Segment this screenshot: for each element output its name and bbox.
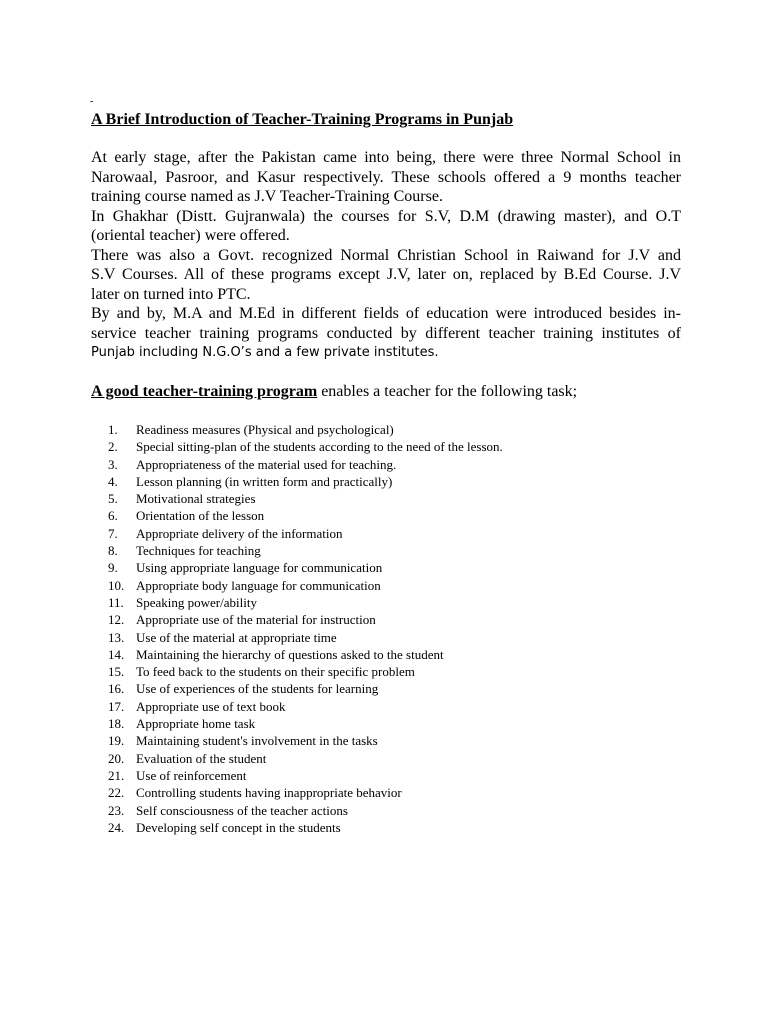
item-text: Appropriate use of the material for instruction xyxy=(136,612,376,628)
list-item xyxy=(108,542,503,559)
intro-line: service teacher training programs conducted by different teacher training institutes of xyxy=(91,324,681,342)
list-item xyxy=(108,802,503,819)
document-title: A Brief Introduction of Teacher-Training Programs in Punjab xyxy=(91,111,514,128)
item-number: 4. xyxy=(108,473,118,489)
item-text: Using appropriate language for communication xyxy=(136,560,383,576)
item-number: 12. xyxy=(108,612,125,628)
item-number: 21. xyxy=(108,767,125,783)
item-number: 1. xyxy=(108,422,118,437)
list-item xyxy=(108,473,503,490)
item-number: 10. xyxy=(108,577,125,593)
item-text: Use of reinforcement xyxy=(136,767,247,783)
item-text: Appropriate use of text book xyxy=(136,698,286,714)
intro-line: (oriental teacher) were offered. xyxy=(91,227,290,244)
item-number: 5. xyxy=(108,491,118,507)
intro-line: By and by, M.A and M.Ed in different fields of education were introduced besides in- xyxy=(91,305,681,322)
item-number: 3. xyxy=(108,456,118,472)
intro-line: In Ghakhar (Distt. Gujranwala) the courses for S.V, D.M (drawing master), and O.T xyxy=(91,207,681,225)
tick-mark: - xyxy=(90,96,94,107)
item-number: 7. xyxy=(108,525,118,541)
item-text: Orientation of the lesson xyxy=(136,508,265,524)
task-lead-sentence xyxy=(91,382,577,402)
item-text: Lesson planning (in written form and practically) xyxy=(136,473,393,489)
item-text: To feed back to the students on their specific problem xyxy=(136,664,415,680)
intro-paragraph xyxy=(91,148,681,363)
lead-text: enables a teacher for the following task; xyxy=(317,383,578,400)
item-number: 23. xyxy=(108,802,125,818)
list-item xyxy=(108,698,503,715)
intro-line: Punjab including N.G.O’s and a few private institutes. xyxy=(91,345,439,360)
item-text: Use of the material at appropriate time xyxy=(136,629,337,645)
item-number: 16. xyxy=(108,681,125,697)
list-item xyxy=(108,525,503,542)
item-text: Developing self concept in the students xyxy=(136,819,341,835)
item-number: 19. xyxy=(108,733,125,749)
item-number: 6. xyxy=(108,508,118,524)
list-item xyxy=(108,767,503,784)
item-number: 22. xyxy=(108,785,125,801)
item-number: 24. xyxy=(108,819,125,835)
item-text: Maintaining the hierarchy of questions asked to the student xyxy=(136,646,444,662)
item-number: 14. xyxy=(108,646,125,662)
list-item xyxy=(108,611,503,628)
item-number: 17. xyxy=(108,698,125,714)
list-item xyxy=(108,594,503,611)
item-text: Appropriate home task xyxy=(136,716,256,732)
list-item xyxy=(108,456,503,473)
list-item xyxy=(108,750,503,767)
intro-line: S.V Courses. All of these programs except J.V, later on, replaced by B.Ed Course. J.V xyxy=(91,266,681,283)
item-text: Special sitting-plan of the students according to the need of the lesson. xyxy=(136,439,503,455)
list-item xyxy=(108,629,503,646)
item-text: Readiness measures (Physical and psychological) xyxy=(136,422,394,437)
item-text: Techniques for teaching xyxy=(136,543,261,559)
list-item xyxy=(108,421,503,438)
item-number: 15. xyxy=(108,664,125,680)
item-number: 13. xyxy=(108,629,125,645)
list-item xyxy=(108,732,503,749)
task-list xyxy=(108,421,503,836)
item-number: 11. xyxy=(108,594,124,610)
item-text: Evaluation of the student xyxy=(136,750,267,766)
intro-line: later on turned into PTC. xyxy=(91,285,251,303)
item-number: 9. xyxy=(108,560,118,576)
list-item xyxy=(108,680,503,697)
intro-line: Narowaal, Pasroor, and Kasur respectively. These schools offered a 9 months teacher xyxy=(91,168,681,186)
lead-heading: A good teacher-training program xyxy=(91,383,318,400)
item-text: Controlling students having inappropriate behavior xyxy=(136,785,402,801)
item-number: 18. xyxy=(108,716,125,732)
list-item xyxy=(108,715,503,732)
list-item xyxy=(108,490,503,507)
item-number: 2. xyxy=(108,439,118,455)
item-text: Appropriate delivery of the information xyxy=(136,525,343,541)
intro-line: training course named as J.V Teacher-Training Course. xyxy=(91,188,443,205)
list-item xyxy=(108,507,503,524)
item-text: Self consciousness of the teacher actions xyxy=(136,802,348,818)
list-item xyxy=(108,646,503,663)
intro-line: At early stage, after the Pakistan came into being, there were three Normal School in xyxy=(91,149,681,166)
item-text: Maintaining student's involvement in the tasks xyxy=(136,733,378,749)
item-text: Motivational strategies xyxy=(136,491,256,507)
item-text: Appropriate body language for communication xyxy=(136,577,381,593)
list-item xyxy=(108,577,503,594)
list-item xyxy=(108,438,503,455)
list-item xyxy=(108,559,503,576)
item-text: Use of experiences of the students for learning xyxy=(136,681,379,697)
item-text: Speaking power/ability xyxy=(136,594,257,610)
list-item xyxy=(108,663,503,680)
item-text: Appropriateness of the material used for teaching. xyxy=(136,456,397,472)
list-item xyxy=(108,819,503,836)
item-number: 20. xyxy=(108,750,125,766)
item-number: 8. xyxy=(108,543,118,559)
intro-line: There was also a Govt. recognized Normal Christian School in Raiwand for J.V and xyxy=(91,246,681,264)
list-item xyxy=(108,784,503,801)
